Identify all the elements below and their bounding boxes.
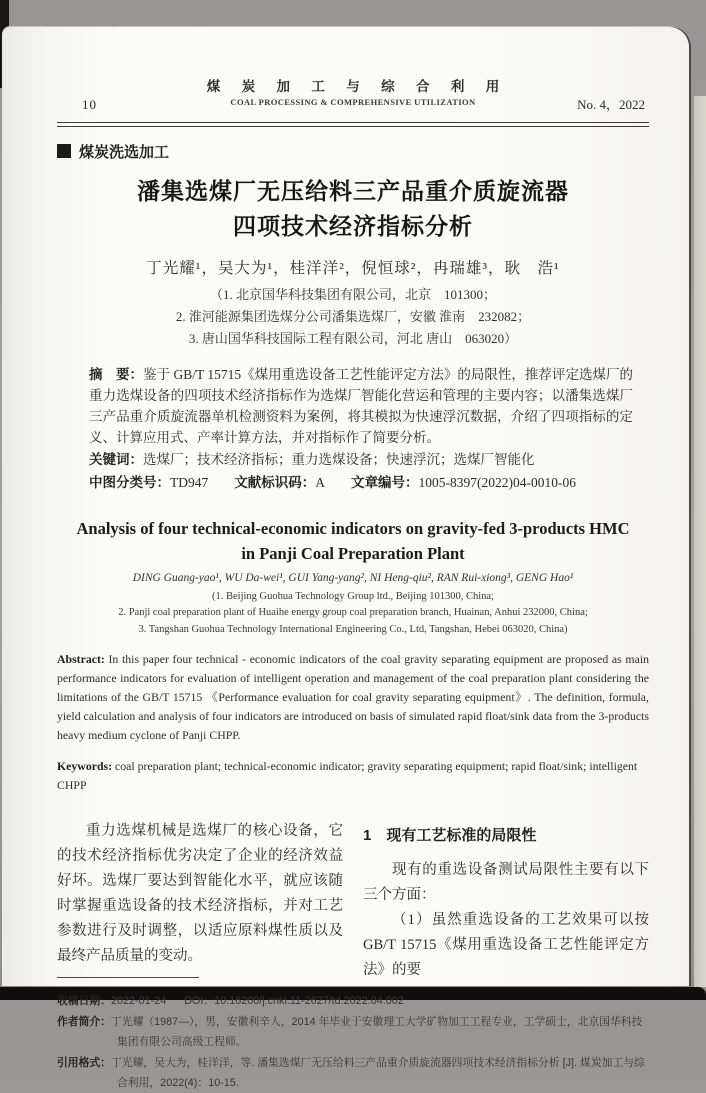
abstract-en-label: Abstract: <box>57 652 105 666</box>
affiliation-en-line: (1. Beijing Guohua Technology Group ltd., Beijing 101300, China; <box>212 590 494 602</box>
received-date-label: 收稿日期： <box>57 994 111 1007</box>
doi-value: 10.16200/j.cnki.11-2627/td.2022.04.002 <box>214 994 404 1007</box>
keywords-cn <box>89 449 633 470</box>
page-content <box>57 27 649 1089</box>
black-square-icon <box>57 144 71 158</box>
keywords-en-label: Keywords: <box>57 758 113 773</box>
intro-paragraph: 重力选煤机械是选煤厂的核心设备，它的技术经济指标优劣决定了企业的经济效益好坏。选煤厂要达到智能化水平，就应该随时掌握重选设备的技术经济指标，并对工艺参数进行及时调整，以适应原料煤性质以及最终产品质量的变动。 <box>57 822 343 964</box>
received-date-value: 2022-01-24 <box>110 994 167 1007</box>
body-paragraph: 现有的重选设备测试局限性主要有以下三个方面： <box>363 861 649 903</box>
issue-number: No. 4，2022 <box>577 97 645 112</box>
affiliation-cn-line: 2. 淮河能源集团选煤分公司潘集选煤厂，安徽 淮南 232082； <box>175 308 531 324</box>
keywords-en-text: coal preparation plant; technical-economic indicator; gravity separating equipment; rapid float/sink; intelligent CHPP <box>57 758 638 792</box>
abstract-en <box>57 650 649 745</box>
authors-cn: 丁光耀¹，吴大为¹，桂洋洋²，倪恒球²，冉瑞雄³，耿 浩¹ <box>146 259 560 277</box>
keywords-cn-label: 关键词： <box>89 451 143 467</box>
scanned-page <box>2 27 689 1089</box>
next-page-edge <box>694 96 706 987</box>
journal-title-en: COAL PROCESSING & COMPREHENSIVE UTILIZATION <box>230 97 476 107</box>
page-number: 10 <box>82 97 97 112</box>
clc-value: TD947 <box>170 474 209 490</box>
article-title-cn-line1: 潘集选煤厂无压给料三产品重介质旋流器 <box>137 177 569 204</box>
classification-line <box>89 472 633 494</box>
article-id-value: 1005-8397(2022)04-0010-06 <box>418 474 576 490</box>
article-title-en-line1: Analysis of four technical-economic indicators on gravity-fed 3-products HMC <box>76 518 630 538</box>
author-bio-label: 作者简介： <box>57 1015 111 1028</box>
doc-code-value: A <box>315 474 325 490</box>
affiliation-cn-line: （1. 北京国华科技集团有限公司，北京 101300； <box>209 286 496 302</box>
affiliation-en-line: 3. Tangshan Guohua Technology International Engineering Co., Ltd, Tangshan, Hebei 063020, China) <box>138 623 568 635</box>
article-title-cn <box>57 174 649 244</box>
author-bio-value: 丁光耀（1987—），男，安徽利辛人，2014 年毕业于安徽理工大学矿物加工工程专业，工学硕士，北京国华科技集团有限公司高级工程师。 <box>110 1015 643 1048</box>
journal-header <box>57 27 649 115</box>
doi-label: DOI： <box>184 994 215 1007</box>
affiliation-cn-line: 3. 唐山国华科技国际工程有限公司，河北 唐山 063020） <box>188 330 518 346</box>
abstract-en-text: In this paper four technical - economic indicators of the coal gravity separating equipment are proposed as main performance indicators for evaluation of intelligent operation and management of the coal preparation plant considering the limitations of the GB/T 15715 《Performance evaluation for coal gravity separating equipment》. The definition, formula, yield calculation and analysis of four indicators are introduced on basis of simulated rapid float/sink data from the 3-products heavy medium cyclone of Panji CHPP. <box>57 652 649 742</box>
citation-label: 引用格式： <box>57 1056 111 1069</box>
keywords-cn-text: 选煤厂；技术经济指标；重力选煤设备；快速浮沉；选煤厂智能化 <box>143 451 535 467</box>
abstract-cn-text: 鉴于 GB/T 15715《煤用重选设备工艺性能评定方法》的局限性，推荐评定选煤厂的重力选煤设备的四项技术经济指标作为选煤厂智能化营运和管理的主要内容；以潘集选煤厂三产品重介质旋流器单机检测资料为案例，将其模拟为快速浮沉数据，介绍了四项指标的定义、计算应用式、产率计算方法，并对指标作了简要分析。 <box>89 366 634 445</box>
abstract-cn-label: 摘 要： <box>89 366 144 382</box>
author-bio-line <box>57 1012 649 1052</box>
article-id-label: 文章编号： <box>351 474 419 490</box>
authors-en: DING Guang-yao¹, WU Da-wei¹, GUI Yang-yang², NI Heng-qiu², RAN Rui-xiong³, GENG Hao¹ <box>132 571 574 584</box>
body-paragraph: （1）虽然重选设备的工艺效果可以按 GB/T 15715《煤用重选设备工艺性能评定方法》的要 <box>363 911 649 978</box>
received-date-line <box>57 991 649 1011</box>
keywords-en <box>57 757 649 795</box>
article-title-cn-line2: 四项技术经济指标分析 <box>233 212 473 239</box>
section-marker <box>57 141 649 162</box>
journal-title-block <box>57 75 649 107</box>
left-column <box>57 819 343 983</box>
affiliations-en <box>57 589 649 639</box>
doc-code-label: 文献标识码： <box>234 474 316 490</box>
clc-label: 中图分类号： <box>89 474 170 490</box>
article-title-en <box>57 516 649 566</box>
footnote-block <box>57 991 649 1093</box>
body-columns <box>57 819 649 983</box>
section-1-heading: 1 现有工艺标准的局限性 <box>363 826 537 844</box>
footnote-divider <box>57 977 199 978</box>
affiliations-cn <box>57 284 649 350</box>
right-column <box>363 819 649 983</box>
header-double-rule <box>57 122 649 127</box>
abstract-cn <box>89 364 633 448</box>
citation-value: 丁光耀，吴大为，桂洋洋，等. 潘集选煤厂无压给料三产品重介质旋流器四项技术经济指标分析 [J]. 煤炭加工与综合利用，2022(4)：10-15. <box>110 1056 645 1089</box>
section-marker-label: 煤炭洗选加工 <box>79 143 170 161</box>
citation-line <box>57 1053 649 1093</box>
article-title-en-line2: in Panji Coal Preparation Plant <box>241 543 465 563</box>
affiliation-en-line: 2. Panji coal preparation plant of Huaihe energy group coal preparation branch, Huainan, Anhui 232000, China; <box>118 607 588 618</box>
journal-title-cn: 煤 炭 加 工 与 综 合 利 用 <box>206 79 509 94</box>
